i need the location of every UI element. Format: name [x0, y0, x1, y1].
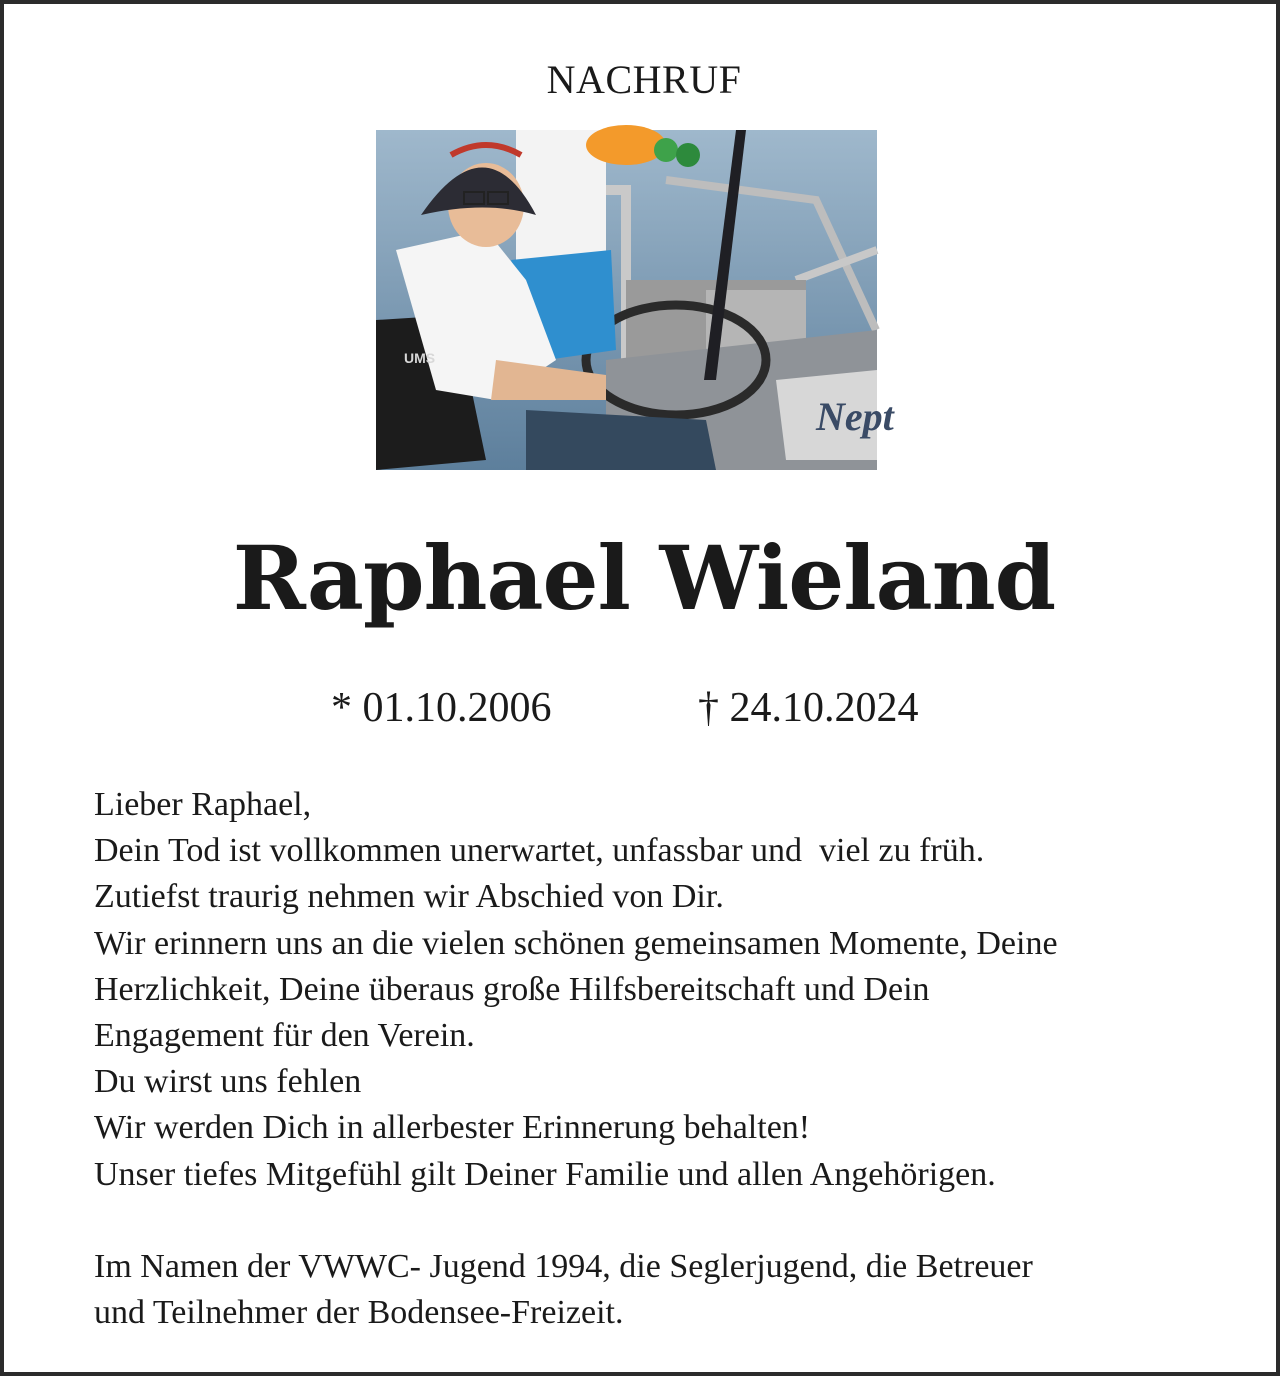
heading: NACHRUF: [546, 57, 742, 102]
deceased-name: Raphael Wieland: [232, 526, 1056, 630]
message-line: Engagement für den Verein.: [94, 1017, 475, 1055]
message-line: Wir werden Dich in allerbester Erinnerung behalten!: [94, 1109, 811, 1147]
signature-line: Im Namen der VWWC- Jugend 1994, die Seglerjugend, die Betreuer: [94, 1247, 1033, 1285]
message-line: Zutiefst traurig nehmen wir Abschied von Dir.: [94, 878, 724, 916]
portrait-photo: [376, 130, 894, 470]
paragraph-gap: [94, 1198, 1224, 1244]
birth-date: * 01.10.2006: [331, 685, 552, 731]
seat-logo: UMS: [404, 350, 436, 366]
message-line: Wir erinnern uns an die vielen schönen gemeinsamen Momente, Deine: [94, 924, 1058, 962]
message-line: Lieber Raphael,: [94, 786, 312, 823]
death-date: † 24.10.2024: [698, 685, 919, 731]
life-dates: [4, 684, 1284, 734]
message-line: Dein Tod ist vollkommen unerwartet, unfassbar und viel zu früh.: [94, 832, 985, 870]
signature-line: und Teilnehmer der Bodensee-Freizeit.: [94, 1294, 624, 1332]
message-line: Du wirst uns fehlen: [94, 1063, 362, 1101]
message-line: Herzlichkeit, Deine überaus große Hilfsbereitschaft und Dein: [94, 970, 930, 1008]
boat-lettering: Nept: [816, 394, 894, 439]
message-line: Unser tiefes Mitgefühl gilt Deiner Familie und allen Angehörigen.: [94, 1155, 996, 1193]
obituary-text: [94, 782, 1224, 1336]
